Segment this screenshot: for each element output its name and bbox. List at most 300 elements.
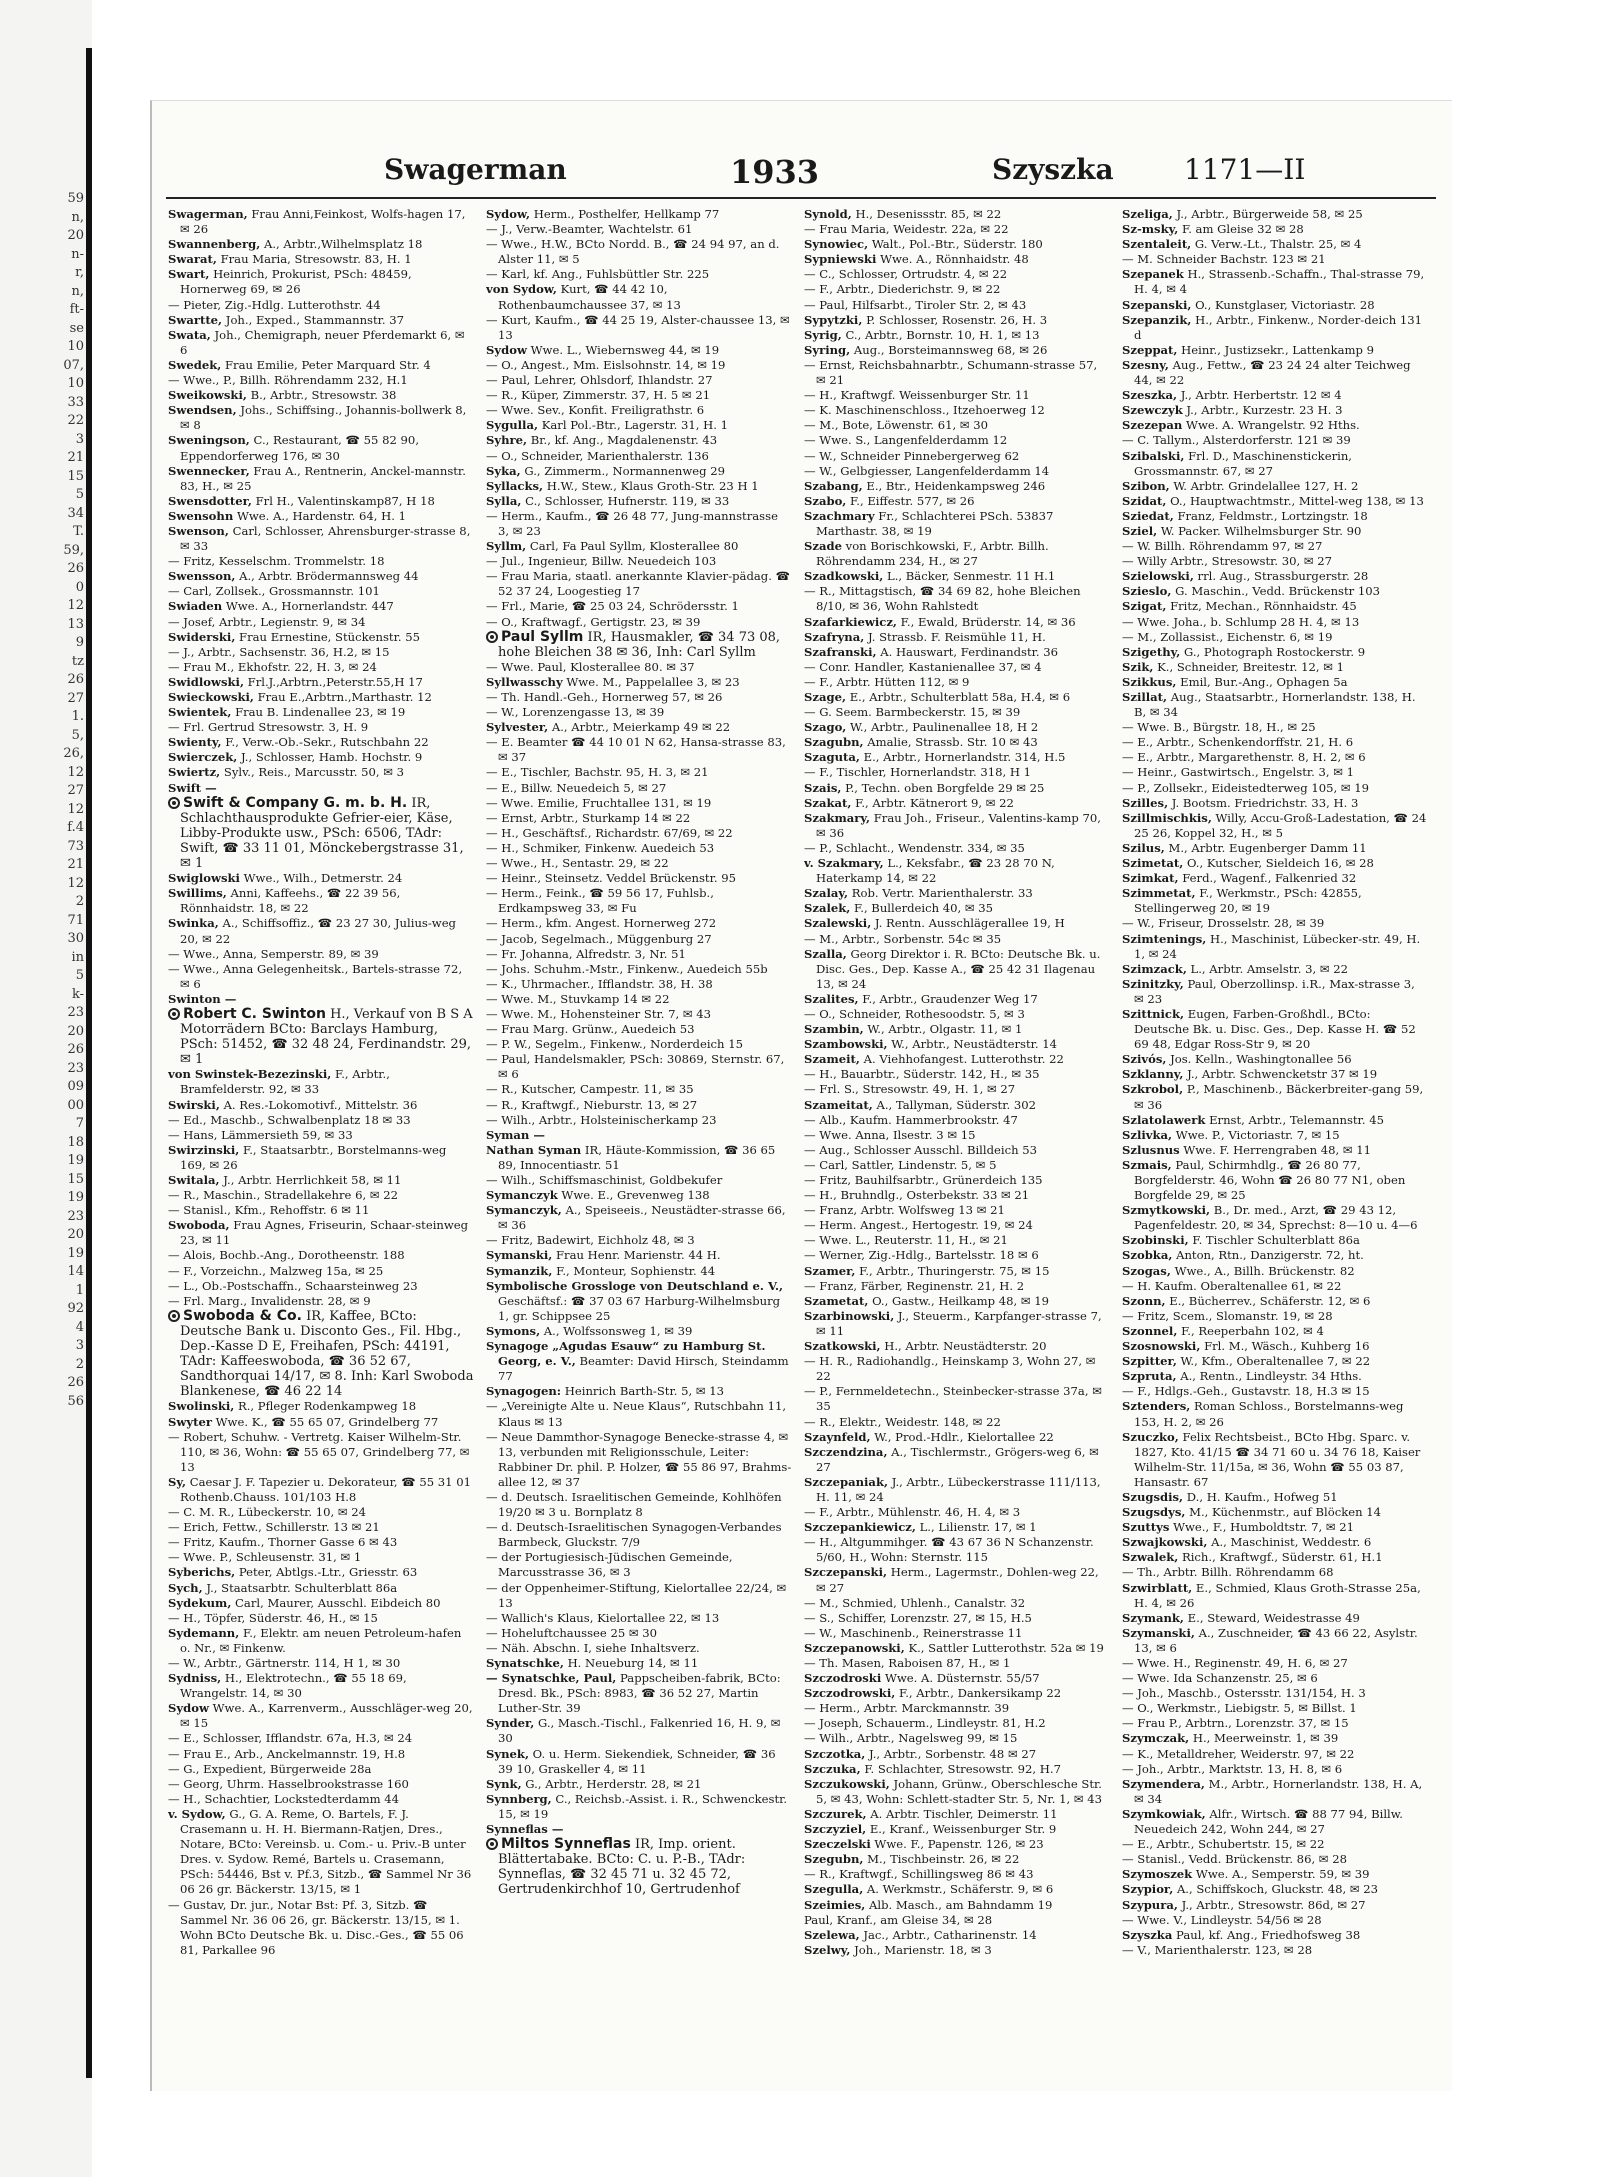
fringe-fragment: 56: [67, 1393, 84, 1409]
directory-entry: [168, 992, 474, 1007]
directory-entry: [804, 584, 1110, 614]
entry-name: Szklanny,: [1122, 1067, 1184, 1082]
entry-name: Swierczek,: [168, 750, 238, 765]
directory-entry: [804, 1445, 1110, 1475]
entry-details: — Stanisl., Kfm., Rehoffstr. 6 ✉ 11: [168, 1203, 370, 1218]
entry-details: — G., Expedient, Bürgerweide 28a: [168, 1761, 372, 1776]
entry-details: K., Schneider, Breitestr. 12, ✉ 1: [1157, 659, 1344, 674]
entry-name: Swift & Company G. m. b. H.: [183, 794, 408, 811]
entry-name: Szogas,: [1122, 1263, 1171, 1278]
entry-name: Swarat,: [168, 252, 217, 267]
directory-entry: [804, 1143, 1110, 1158]
entry-details: — Wwe., P., Billh. Röhrendamm 232, H.1: [168, 373, 408, 388]
entry-details: H., Desenissstr. 85, ✉ 22: [855, 207, 1002, 221]
directory-entry: [168, 1762, 474, 1777]
entry-details: H. Neueburg 14, ✉ 11: [567, 1656, 699, 1670]
directory-entry: [168, 1565, 474, 1580]
directory-entry: [1122, 1399, 1428, 1429]
entry-details: — W., Maschinenb., Reinerstrasse 11: [804, 1625, 1023, 1640]
directory-entry: [804, 1596, 1110, 1611]
directory-entry: [804, 796, 1110, 811]
directory-entry: [486, 1143, 792, 1173]
directory-entry: [486, 1490, 792, 1520]
directory-entry: [486, 464, 792, 479]
directory-entry: [168, 433, 474, 463]
entry-details: — C., Schlosser, Ortrudstr. 4, ✉ 22: [804, 267, 1008, 282]
directory-entry: [168, 313, 474, 328]
entry-name: Swillims,: [168, 886, 227, 901]
directory-entry: [168, 1309, 474, 1400]
entry-details: Fr., Schlachterei PSch. 53837 Marthastr. 38, ✉ 19: [816, 508, 1054, 538]
directory-entry: [486, 403, 792, 418]
fringe-fragment: 59,: [63, 542, 84, 558]
entry-details: — F., Hdlgs.-Geh., Gustavstr. 18, H.3 ✉ 15: [1122, 1384, 1370, 1399]
directory-entry: [804, 267, 1110, 282]
entry-details: E., Bücherrev., Schäferstr. 12, ✉ 6: [1169, 1293, 1371, 1308]
entry-name: Syrig,: [804, 327, 842, 342]
entry-details: A., Arbtr. Brödermannsweg 44: [239, 569, 419, 584]
entry-name: Robert C. Swinton: [183, 1005, 326, 1022]
entry-details: Wwe. A., Karrenverm., Ausschläger-weg 20, ✉ 15: [180, 1701, 473, 1731]
entry-name: Szepanek: [1122, 267, 1184, 282]
entry-details: A., Maschinist, Weddestr. 6: [1211, 1535, 1372, 1550]
directory-entry: [804, 298, 1110, 313]
entry-details: J., Arbtr., Sorbenstr. 48 ✉ 27: [868, 1746, 1037, 1761]
entry-name: Szymanski,: [1122, 1625, 1195, 1640]
directory-entry: [804, 464, 1110, 479]
entry-name: Szielowski,: [1122, 569, 1194, 584]
directory-entry: [486, 1203, 792, 1233]
entry-name: Szesny,: [1122, 357, 1169, 372]
directory-entry: [486, 282, 792, 312]
entry-details: — P., Fernmeldetechn., Steinbecker-strasse 37a, ✉ 35: [804, 1384, 1102, 1414]
directory-entry: [804, 1279, 1110, 1294]
directory-entry: [1122, 796, 1428, 811]
directory-entry: [486, 373, 792, 388]
entry-details: Aug., Borsteimannsweg 68, ✉ 26: [853, 342, 1048, 357]
entry-details: W., Arbtr., Neustädterstr. 14: [891, 1037, 1057, 1052]
entry-details: W., Kfm., Oberaltenallee 7, ✉ 22: [1180, 1354, 1371, 1369]
entry-details: — Gustav, Dr. jur., Notar Bst: Pf. 3, Sitzb. ☎ Sammel Nr. 36 06 26, gr. Bäckerstr. 13/15, ✉ 1. Wohn BCto Deutsche Bk. u. Disc.-Ges., ☎ 55 06 81, Parkallee 96: [168, 1897, 464, 1957]
entry-name: Szwalek,: [1122, 1550, 1179, 1565]
entry-details: Heinrich, Prokurist, PSch: 48459, Hornerweg 69, ✉ 26: [180, 267, 412, 297]
directory-entry: [804, 675, 1110, 690]
entry-name: Symons,: [486, 1323, 541, 1338]
entry-details: — J., Arbtr., Sachsenstr. 36, H.2, ✉ 15: [168, 644, 390, 659]
directory-entry: [486, 388, 792, 403]
entry-details: — Wwe. Anna, Ilsestr. 3 ✉ 15: [804, 1127, 976, 1142]
fringe-fragment: 12: [67, 764, 84, 780]
directory-entry: [804, 1037, 1110, 1052]
fringe-fragment: 3: [75, 431, 84, 447]
entry-name: Szafryna,: [804, 629, 865, 644]
entry-name: v. Sydow,: [168, 1806, 226, 1821]
entry-name: Sylvester,: [486, 720, 549, 735]
entry-details: Anton, Rtn., Danzigerstr. 72, ht.: [1176, 1248, 1364, 1263]
entry-name: Szakat,: [804, 795, 852, 810]
directory-entry: [168, 1279, 474, 1294]
entry-details: — Herm., Feink., ☎ 59 56 17, Fuhlsb., Erdkampsweg 33, ✉ Fu: [486, 886, 714, 916]
fringe-fragment: 15: [67, 468, 84, 484]
entry-details: — F., Tischler, Hornerlandstr. 318, H 1: [804, 765, 1032, 780]
entry-details: — M. Schneider Bachstr. 123 ✉ 21: [1122, 252, 1326, 267]
directory-entry: [168, 1505, 474, 1520]
entry-details: — Ed., Maschb., Schwalbenplatz 18 ✉ 33: [168, 1112, 411, 1127]
entry-details: L., Lilienstr. 17, ✉ 1: [919, 1520, 1037, 1535]
fringe-fragment: 21: [67, 857, 84, 872]
directory-entry: [1122, 1143, 1428, 1158]
entry-details: — Wilh., Arbtr., Nagelsweg 99, ✉ 15: [804, 1731, 1018, 1746]
entry-details: — R., Maschin., Stradellakehre 6, ✉ 22: [168, 1188, 398, 1203]
directory-entry: [804, 645, 1110, 660]
entry-details: Karl Pol.-Btr., Lagerstr. 31, H. 1: [541, 418, 728, 433]
fringe-fragment: 23: [67, 1060, 84, 1076]
directory-entry: [486, 1777, 792, 1792]
entry-name: Nathan Syman: [486, 1142, 582, 1157]
entry-details: — K. Maschinenschloss., Itzehoerweg 12: [804, 403, 1045, 418]
entry-details: — H. R., Radiohandlg., Heinskamp 3, Wohn 27, ✉ 22: [804, 1354, 1096, 1384]
entry-details: Wwe. A., Hardenstr. 64, H. 1: [236, 508, 407, 523]
entry-details: — F., Arbtr., Diederichstr. 9, ✉ 22: [804, 282, 1001, 297]
directory-entry: [804, 811, 1110, 841]
entry-name: Szymoszek: [1122, 1867, 1193, 1882]
entry-details: — Neue Dammthor-Synagoge Benecke-strasse 4, ✉ 13, verbunden mit Religionsschule, Leiter: Rabbiner Dr. phil. P. Holzer, ☎ 55 86 97, Brahms-allee 12, ✉ 37: [486, 1429, 792, 1489]
entry-details: — Wwe. M., Hohensteiner Str. 7, ✉ 43: [486, 1006, 712, 1021]
entry-name: Szczuka,: [804, 1761, 861, 1776]
directory-entry: [804, 1173, 1110, 1188]
directory-entry: [486, 1233, 792, 1248]
fringe-fragment: k-: [71, 986, 84, 1002]
entry-details: Ernst, Arbtr., Telemannstr. 45: [1209, 1112, 1384, 1127]
entry-name: Swannenberg,: [168, 237, 261, 252]
directory-entry: [804, 1807, 1110, 1822]
fringe-fragment: r,: [75, 265, 84, 280]
entry-name: Swiglowski: [168, 871, 240, 886]
directory-entry: [486, 962, 792, 977]
entry-details: C., Arbtr., Bornstr. 10, H. 1, ✉ 13: [845, 327, 1040, 342]
directory-entry: [1122, 1626, 1428, 1656]
entry-details: Herm., Posthelfer, Hellkamp 77: [533, 207, 720, 221]
entry-details: E., Arbtr., Hornerlandstr. 314, H.5: [863, 750, 1066, 765]
entry-details: — Frl., Marie, ☎ 25 03 24, Schrödersstr. 1: [486, 599, 739, 614]
entry-details: F., Arbtr., Thuringerstr. 75, ✉ 15: [859, 1263, 1050, 1278]
directory-entry: [168, 524, 474, 554]
entry-details: E., Steward, Weidestrasse 49: [1187, 1610, 1360, 1625]
entry-name: Swoboda & Co.: [183, 1307, 302, 1324]
entry-details: A., Speiseeis., Neustädter-strasse 66, ✉ 36: [498, 1203, 786, 1233]
entry-name: Szibalski,: [1122, 448, 1185, 463]
entry-name: Swiderski,: [168, 629, 236, 644]
directory-entry: [168, 615, 474, 630]
directory-entry: [804, 403, 1110, 418]
entry-details: B., Dr. med., Arzt, ☎ 29 43 12, Pagenfeldestr. 20, ✉ 34, Sprechst: 8—10 u. 4—6: [1134, 1203, 1418, 1233]
entry-details: A., Schiffskoch, Gluckstr. 48, ✉ 23: [1176, 1882, 1378, 1897]
fringe-fragment: 19: [67, 1190, 84, 1205]
directory-entry: [168, 1113, 474, 1128]
directory-entry: [804, 781, 1110, 796]
directory-entry: [168, 675, 474, 690]
entry-details: A. Werkmstr., Schäferstr. 9, ✉ 6: [866, 1882, 1054, 1897]
entry-name: Szeczelski: [804, 1837, 871, 1852]
directory-entry: [486, 1037, 792, 1052]
entry-details: von Borischkowski, F., Arbtr. Billh. Röhrendamm 234, H., ✉ 27: [816, 539, 1049, 569]
entry-name: Synder,: [486, 1716, 535, 1731]
entry-details: G., Arbtr., Herderstr. 28, ✉ 21: [525, 1776, 702, 1791]
directory-entry: [1122, 781, 1428, 796]
entry-details: — Wwe. Joha., b. Schlump 28 H. 4, ✉ 13: [1122, 614, 1360, 629]
entry-details: — Franz, Färber, Reginenstr. 21, H. 2: [804, 1278, 1025, 1293]
directory-entry: [1122, 1007, 1428, 1052]
entry-name: Szambin,: [804, 1022, 864, 1037]
entry-name: Szambowski,: [804, 1037, 888, 1052]
entry-details: F. Tischler Schulterblatt 86a: [1192, 1233, 1360, 1248]
entry-details: Heinr., Justizsekr., Lattenkamp 9: [1181, 342, 1374, 357]
entry-details: Wwe., F., Humboldtstr. 7, ✉ 21: [1173, 1520, 1355, 1535]
directory-entry: [1122, 932, 1428, 962]
fringe-fragment: 26: [67, 672, 84, 687]
directory-entry: [804, 705, 1110, 720]
entry-details: P., Techn. oben Borgfelde 29 ✉ 25: [845, 780, 1045, 795]
firm-marker-icon: [168, 1008, 180, 1020]
directory-entry: [1122, 871, 1428, 886]
entry-name: Szosnowski,: [1122, 1339, 1201, 1354]
entry-details: — Wwe. L., Reuterstr. 11, H., ✉ 21: [804, 1233, 1008, 1248]
directory-entry: [168, 1248, 474, 1263]
fringe-fragment: 26: [67, 1375, 84, 1390]
entry-details: — F., Vorzeichn., Malzweg 15a, ✉ 25: [168, 1263, 384, 1278]
entry-details: P., Maschinenb., Bäckerbreiter-gang 59, ✉ 36: [1134, 1082, 1424, 1112]
entry-details: — O., Schneider, Rothesoodstr. 5, ✉ 3: [804, 1006, 1025, 1021]
entry-details: — Joh., Arbtr., Marktstr. 13, H. 8, ✉ 6: [1122, 1761, 1343, 1776]
entry-name: Szimtenings,: [1122, 931, 1207, 946]
entry-name: Szamer,: [804, 1263, 856, 1278]
directory-entry: [486, 449, 792, 464]
directory-entry: [168, 916, 474, 946]
directory-entry: [1122, 977, 1428, 1007]
directory-entry: [486, 615, 792, 630]
entry-name: Szkrobol,: [1122, 1082, 1184, 1097]
entry-name: Szuttys: [1122, 1520, 1170, 1535]
directory-entry: [804, 1082, 1110, 1097]
directory-entry: [804, 1626, 1110, 1641]
entry-details: — Frau M., Ekhofstr. 22, H. 3, ✉ 24: [168, 659, 377, 674]
directory-entry: [486, 765, 792, 780]
header-last-name: Szyszka: [992, 153, 1114, 186]
directory-entry: [168, 1188, 474, 1203]
entry-name: Szalay,: [804, 886, 849, 901]
directory-entry: [804, 1233, 1110, 1248]
directory-entry: [486, 1339, 792, 1384]
directory-entry: [804, 1852, 1110, 1867]
fringe-fragment: 0: [75, 579, 84, 595]
entry-details: — Wallich's Klaus, Kielortallee 22, ✉ 13: [486, 1610, 720, 1625]
entry-details: — Wilh., Schiffsmaschinist, Goldbekufer: [486, 1173, 723, 1187]
entry-details: Joh., Chemigraph, neuer Pferdemarkt 6, ✉ 6: [180, 327, 465, 357]
entry-details: — Th. Masen, Raboisen 87, H., ✉ 1: [804, 1656, 1011, 1670]
entry-details: — Willy Arbtr., Stresowstr. 30, ✉ 27: [1122, 554, 1333, 569]
entry-name: Swiaden: [168, 599, 223, 614]
entry-details: F., Monteur, Sophienstr. 44: [556, 1263, 716, 1278]
directory-entry: [168, 328, 474, 358]
directory-entry: [804, 1505, 1110, 1520]
entry-details: O., Kunstglaser, Victoriastr. 28: [1195, 297, 1375, 312]
entry-name: Szepanzik,: [1122, 312, 1192, 327]
entry-name: Szczepankiewicz,: [804, 1520, 916, 1535]
fringe-fragment: 12: [67, 801, 84, 817]
entry-details: IR, Hausmakler, ☎ 34 73 08, hohe Bleichen 38 ✉ 36, Inh: Carl Syllm: [498, 629, 781, 660]
directory-entry: [1122, 343, 1428, 358]
entry-details: W. Packer. Wilhelmsburger Str. 90: [1160, 523, 1362, 538]
directory-entry: [168, 796, 474, 871]
entry-details: — Heinr., Steinsetz. Veddel Brückenstr. 95: [486, 871, 736, 886]
entry-details: Wwe. A., Rönnhaidstr. 48: [880, 252, 1029, 267]
entry-details: — Herm. Angest., Hertogestr. 19, ✉ 24: [804, 1218, 1033, 1233]
directory-entry: [1122, 1867, 1428, 1882]
entry-name: Szelewa,: [804, 1927, 860, 1942]
entry-details: E., Btr., Heidenkampsweg 246: [866, 478, 1046, 493]
entry-details: — K., Metalldreher, Weiderstr. 97, ✉ 22: [1122, 1746, 1355, 1761]
entry-details: Jac., Arbtr., Catharinenstr. 14: [863, 1927, 1037, 1942]
directory-entry: [1122, 1671, 1428, 1686]
entry-details: Wwe. F. Herrengraben 48, ✉ 11: [1183, 1142, 1372, 1157]
directory-entry: [1122, 267, 1428, 297]
entry-details: — W., Arbtr., Gärtnerstr. 114, H 1, ✉ 30: [168, 1656, 401, 1670]
directory-entry: [168, 1777, 474, 1792]
fringe-fragment: 26,: [63, 746, 84, 761]
fringe-fragment: 5: [75, 968, 84, 983]
directory-entry: [1122, 433, 1428, 448]
fringe-fragment: 1: [75, 1282, 84, 1298]
directory-entry: [1122, 418, 1428, 433]
directory-entry: [486, 856, 792, 871]
entry-details: F., Werkmstr., PSch: 42855, Stellingerweg 20, ✉ 19: [1134, 886, 1362, 916]
entry-details: J., Arbtr. Schwencketstr 37 ✉ 19: [1187, 1067, 1378, 1082]
entry-details: — E., Billw. Neuedeich 5, ✉ 27: [486, 780, 667, 795]
directory-entry: [486, 1581, 792, 1611]
entry-details: G. Maschin., Vedd. Brückenstr 103: [1175, 584, 1381, 599]
entry-details: Fritz, Mechan., Rönnhaidstr. 45: [1170, 599, 1357, 614]
entry-details: H., Maschinist, Lübecker-str. 49, H. 1, ✉ 24: [1134, 931, 1421, 961]
entry-details: — Frau E., Arb., Anckelmannstr. 19, H.8: [168, 1746, 406, 1761]
directory-entry: [486, 1248, 792, 1263]
entry-details: Frl. D., Maschinenstickerin, Grossmannstr. 67, ✉ 27: [1134, 448, 1352, 478]
entry-details: Anni, Kaffeehs., ☎ 22 39 56, Rönnhaidstr. 18, ✉ 22: [180, 886, 401, 916]
directory-entry: [1122, 1233, 1428, 1248]
entry-details: — M., Arbtr., Sorbenstr. 54c ✉ 35: [804, 931, 1002, 946]
directory-entry: [486, 569, 792, 599]
directory-entry: [804, 750, 1110, 765]
entry-name: Szyszka: [1122, 1927, 1173, 1942]
entry-details: — Fritz, Bauhilfsarbtr., Grünerdeich 135: [804, 1173, 1043, 1187]
directory-entry: [804, 1264, 1110, 1279]
fringe-fragment: 9: [75, 635, 84, 650]
entry-details: G., Masch.-Tischl., Falkenried 16, H. 9, ✉ 30: [498, 1716, 781, 1746]
entry-details: — Fr. Johanna, Alfredstr. 3, Nr. 51: [486, 946, 686, 961]
entry-name: Szalewski,: [804, 916, 872, 931]
entry-details: — Joseph, Schauerm., Lindleystr. 81, H.2: [804, 1716, 1046, 1731]
fringe-fragment: ft-: [69, 302, 84, 317]
entry-name: Swyter: [168, 1414, 212, 1429]
directory-entry: [168, 1535, 474, 1550]
entry-details: — P., Zollsekr., Eideistedterweg 105, ✉ 19: [1122, 780, 1370, 795]
directory-entry: [486, 1430, 792, 1490]
directory-entry: [168, 781, 474, 796]
entry-details: — M., Zollassist., Eichenstr. 6, ✉ 19: [1122, 629, 1333, 644]
fringe-fragment: 27: [67, 783, 84, 798]
entry-details: Frl. M., Wäsch., Kuhberg 16: [1204, 1339, 1370, 1354]
entry-name: Szafranski,: [804, 644, 877, 659]
directory-entry: [486, 992, 792, 1007]
directory-entry: [804, 1294, 1110, 1309]
entry-details: — Werner, Zig.-Hdlg., Bartelsstr. 18 ✉ 6: [804, 1248, 1039, 1263]
entry-details: H., Strassenb.-Schaffn., Thal-strasse 79, H. 4, ✉ 4: [1134, 267, 1425, 297]
entry-name: Symanczyk,: [486, 1203, 562, 1218]
directory-entry: [486, 675, 792, 690]
entry-details: Rich., Kraftwgf., Süderstr. 61, H.1: [1182, 1550, 1383, 1565]
entry-details: O., Hauptwachtmstr., Mittel-weg 138, ✉ 13: [1170, 493, 1424, 508]
entry-name: Szidat,: [1122, 493, 1167, 508]
fringe-fragment: 26: [67, 561, 84, 576]
entry-details: M., Arbtr. Eugenberger Damm 11: [1168, 840, 1367, 855]
entry-details: G., Zimmerm., Normannenweg 29: [524, 463, 725, 478]
entry-details: — der Oppenheimer-Stiftung, Kielortallee 22/24, ✉ 13: [486, 1580, 787, 1610]
entry-name: Szczendzina,: [804, 1444, 888, 1459]
entry-details: — H., Schmiker, Finkenw. Auedeich 53: [486, 840, 715, 855]
directory-entry: [804, 947, 1110, 992]
directory-entry: [1122, 1550, 1428, 1565]
entry-name: Swirzinski,: [168, 1142, 240, 1157]
entry-details: — Ernst, Reichsbahnarbtr., Schumann-strasse 57, ✉ 21: [804, 357, 1098, 388]
fringe-fragment: n-: [71, 246, 84, 262]
directory-entry: [804, 1113, 1110, 1128]
directory-entry: [168, 645, 474, 660]
entry-details: Alb. Masch., am Bahndamm 19: [869, 1897, 1053, 1912]
fringe-fragment: 20: [67, 1227, 84, 1242]
entry-details: — Wwe. Ida Schanzenstr. 25, ✉ 6: [1122, 1671, 1318, 1686]
directory-entry: [804, 1898, 1110, 1913]
fringe-fragment: 5,: [71, 727, 84, 743]
entry-details: A. Res.-Lokomotivf., Mittelstr. 36: [223, 1097, 418, 1112]
entry-name: Swendsen,: [168, 403, 237, 418]
entry-details: — H., Töpfer, Süderstr. 46, H., ✉ 15: [168, 1610, 378, 1625]
entry-name: Swartte,: [168, 312, 223, 327]
directory-entry: [486, 343, 792, 358]
entry-details: Eugen, Farben-Großhdl., BCto: Deutsche Bk. u. Disc. Ges., Dep. Kasse H. ☎ 52 69 48, Edgar Ross-Str 9, ✉ 20: [1134, 1006, 1416, 1052]
entry-name: Szimetat,: [1122, 856, 1184, 871]
directory-entry: [1122, 1158, 1428, 1203]
directory-entry: [486, 1716, 792, 1746]
entry-details: Joh., Exped., Stammannstr. 37: [225, 312, 405, 327]
directory-entry: [804, 313, 1110, 328]
fringe-fragment: in: [71, 949, 84, 965]
entry-details: — H., Schachtier, Lockstedterdamm 44: [168, 1791, 399, 1806]
entry-name: Synatschke,: [486, 1656, 564, 1670]
entry-details: Alfr., Wirtsch. ☎ 88 77 94, Billw. Neuedeich 242, Wohn 244, ✉ 27: [1134, 1806, 1403, 1837]
directory-entry: [804, 282, 1110, 297]
entry-details: Wwe. M., Pappelallee 3, ✉ 23: [566, 674, 740, 689]
entry-details: Carl, Fa Paul Syllm, Klosterallee 80: [529, 539, 739, 554]
entry-details: Franz, Feldmstr., Lortzingstr. 18: [1177, 508, 1368, 523]
entry-name: Szivós,: [1122, 1052, 1167, 1067]
entry-name: Swientek,: [168, 705, 232, 720]
entry-details: — Hans, Lämmersieth 59, ✉ 33: [168, 1127, 353, 1142]
directory-entry: [1122, 207, 1428, 222]
entry-details: J. Bootsm. Friedrichstr. 33, H. 3: [1171, 795, 1359, 810]
entry-name: v. Szakmary,: [804, 856, 884, 871]
fringe-fragment: 10: [67, 376, 84, 391]
directory-entry: [486, 1626, 792, 1641]
entry-name: Sydow: [168, 1701, 209, 1716]
